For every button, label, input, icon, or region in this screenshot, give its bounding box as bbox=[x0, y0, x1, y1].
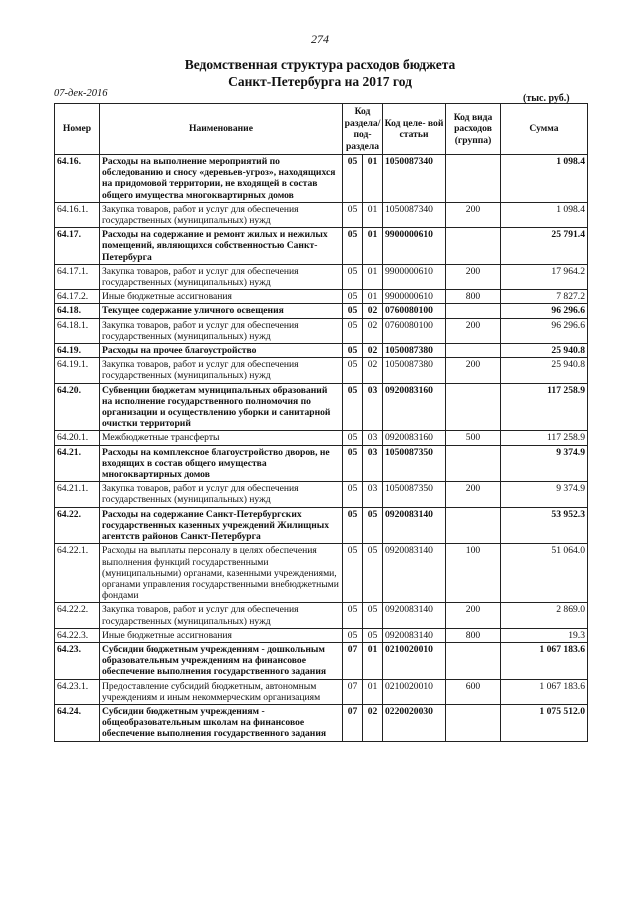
table-row bbox=[55, 445, 588, 482]
row-article-code: 1050087380 bbox=[383, 358, 446, 383]
row-section-code: 05 bbox=[343, 544, 363, 603]
row-article-code: 0920083160 bbox=[383, 383, 446, 431]
header-section: Код раздела/ под- раздела bbox=[343, 104, 383, 155]
row-sum: 17 964.2 bbox=[501, 264, 588, 289]
row-section-code: 05 bbox=[343, 628, 363, 642]
row-section-code: 05 bbox=[343, 482, 363, 507]
row-expense-kind bbox=[446, 445, 501, 482]
row-subsection-code: 03 bbox=[363, 445, 383, 482]
row-sum: 1 067 183.6 bbox=[501, 679, 588, 704]
row-subsection-code: 05 bbox=[363, 507, 383, 544]
row-expense-kind bbox=[446, 304, 501, 318]
table-row bbox=[55, 679, 588, 704]
row-sum: 7 827.2 bbox=[501, 290, 588, 304]
row-sum: 9 374.9 bbox=[501, 482, 588, 507]
document-title bbox=[0, 56, 640, 90]
row-expense-kind: 200 bbox=[446, 264, 501, 289]
row-name: Расходы на выполнение мероприятий по обследованию и сносу «деревьев-угроз», находящихся на придомовой территории, не входящей в состав общего имущества многоквартирных домов bbox=[100, 155, 343, 203]
row-number: 64.16. bbox=[55, 155, 100, 203]
table-row bbox=[55, 290, 588, 304]
row-section-code: 05 bbox=[343, 507, 363, 544]
row-article-code: 0920083160 bbox=[383, 431, 446, 445]
row-expense-kind bbox=[446, 228, 501, 265]
row-section-code: 07 bbox=[343, 679, 363, 704]
table-row bbox=[55, 202, 588, 227]
header-kind: Код вида расходов (группа) bbox=[446, 104, 501, 155]
table-header-row bbox=[55, 104, 588, 155]
row-name: Закупка товаров, работ и услуг для обеспечения государственных (муниципальных) нужд bbox=[100, 482, 343, 507]
row-subsection-code: 03 bbox=[363, 431, 383, 445]
row-subsection-code: 03 bbox=[363, 383, 383, 431]
row-article-code: 0920083140 bbox=[383, 507, 446, 544]
table-row bbox=[55, 507, 588, 544]
row-number: 64.19.1. bbox=[55, 358, 100, 383]
row-name: Закупка товаров, работ и услуг для обеспечения государственных (муниципальных) нужд bbox=[100, 202, 343, 227]
row-number: 64.17. bbox=[55, 228, 100, 265]
row-name: Расходы на выплаты персоналу в целях обеспечения выполнения функций государственными (муниципальными) органами, казенными учреждениями, органами управления государственными внебюджетными фондами bbox=[100, 544, 343, 603]
row-number: 64.22.2. bbox=[55, 603, 100, 628]
table-row bbox=[55, 383, 588, 431]
row-section-code: 05 bbox=[343, 264, 363, 289]
row-number: 64.23. bbox=[55, 642, 100, 679]
row-name: Предоставление субсидий бюджетным, автономным учреждениям и иным некоммерческим организациям bbox=[100, 679, 343, 704]
page-number: 274 bbox=[311, 32, 329, 46]
row-section-code: 05 bbox=[343, 304, 363, 318]
row-expense-kind bbox=[446, 344, 501, 358]
row-subsection-code: 05 bbox=[363, 603, 383, 628]
row-subsection-code: 01 bbox=[363, 679, 383, 704]
row-sum: 51 064.0 bbox=[501, 544, 588, 603]
row-article-code: 1050087350 bbox=[383, 482, 446, 507]
row-name: Закупка товаров, работ и услуг для обеспечения государственных (муниципальных) нужд bbox=[100, 318, 343, 343]
row-number: 64.16.1. bbox=[55, 202, 100, 227]
row-number: 64.21. bbox=[55, 445, 100, 482]
table-row bbox=[55, 304, 588, 318]
table-row bbox=[55, 318, 588, 343]
row-name: Закупка товаров, работ и услуг для обеспечения государственных (муниципальных) нужд bbox=[100, 264, 343, 289]
row-number: 64.21.1. bbox=[55, 482, 100, 507]
row-article-code: 0920083140 bbox=[383, 544, 446, 603]
row-number: 64.18.1. bbox=[55, 318, 100, 343]
header-article: Код целе- вой статьи bbox=[383, 104, 446, 155]
table-row bbox=[55, 704, 588, 741]
row-subsection-code: 02 bbox=[363, 344, 383, 358]
row-sum: 25 940.8 bbox=[501, 344, 588, 358]
table-row bbox=[55, 642, 588, 679]
row-section-code: 05 bbox=[343, 318, 363, 343]
row-name: Межбюджетные трансферты bbox=[100, 431, 343, 445]
row-subsection-code: 02 bbox=[363, 318, 383, 343]
row-expense-kind: 200 bbox=[446, 318, 501, 343]
units-label: (тыс. руб.) bbox=[523, 93, 570, 104]
row-subsection-code: 05 bbox=[363, 628, 383, 642]
table-row bbox=[55, 228, 588, 265]
row-expense-kind: 600 bbox=[446, 679, 501, 704]
table-row bbox=[55, 431, 588, 445]
row-name: Субсидии бюджетным учреждениям - дошкольным образовательным учреждениям на финансовое обеспечение выполнения государственного задания bbox=[100, 642, 343, 679]
row-number: 64.20.1. bbox=[55, 431, 100, 445]
row-number: 64.22. bbox=[55, 507, 100, 544]
row-number: 64.22.3. bbox=[55, 628, 100, 642]
row-number: 64.24. bbox=[55, 704, 100, 741]
row-section-code: 05 bbox=[343, 431, 363, 445]
row-name: Расходы на содержание Санкт-Петербургских государственных казенных учреждений Жилищных агентств районов Санкт-Петербурга bbox=[100, 507, 343, 544]
row-section-code: 07 bbox=[343, 642, 363, 679]
row-subsection-code: 01 bbox=[363, 290, 383, 304]
table-row bbox=[55, 264, 588, 289]
row-article-code: 0220020030 bbox=[383, 704, 446, 741]
row-section-code: 05 bbox=[343, 290, 363, 304]
row-expense-kind: 800 bbox=[446, 628, 501, 642]
row-article-code: 0210020010 bbox=[383, 679, 446, 704]
row-section-code: 05 bbox=[343, 344, 363, 358]
row-subsection-code: 02 bbox=[363, 704, 383, 741]
row-number: 64.23.1. bbox=[55, 679, 100, 704]
row-number: 64.20. bbox=[55, 383, 100, 431]
row-sum: 117 258.9 bbox=[501, 383, 588, 431]
row-name: Закупка товаров, работ и услуг для обеспечения государственных (муниципальных) нужд bbox=[100, 603, 343, 628]
table-row bbox=[55, 344, 588, 358]
header-sum: Сумма bbox=[501, 104, 588, 155]
row-sum: 96 296.6 bbox=[501, 304, 588, 318]
header-number: Номер bbox=[55, 104, 100, 155]
row-number: 64.17.1. bbox=[55, 264, 100, 289]
row-sum: 1 098.4 bbox=[501, 202, 588, 227]
row-number: 64.22.1. bbox=[55, 544, 100, 603]
row-section-code: 07 bbox=[343, 704, 363, 741]
row-sum: 1 098.4 bbox=[501, 155, 588, 203]
row-section-code: 05 bbox=[343, 603, 363, 628]
row-name: Расходы на прочее благоустройство bbox=[100, 344, 343, 358]
row-sum: 9 374.9 bbox=[501, 445, 588, 482]
row-section-code: 05 bbox=[343, 155, 363, 203]
row-number: 64.19. bbox=[55, 344, 100, 358]
row-expense-kind: 200 bbox=[446, 603, 501, 628]
row-expense-kind: 500 bbox=[446, 431, 501, 445]
row-article-code: 9900000610 bbox=[383, 228, 446, 265]
table-row bbox=[55, 482, 588, 507]
row-name: Иные бюджетные ассигнования bbox=[100, 290, 343, 304]
row-article-code: 0760080100 bbox=[383, 304, 446, 318]
row-sum: 19.3 bbox=[501, 628, 588, 642]
row-expense-kind: 200 bbox=[446, 202, 501, 227]
row-sum: 96 296.6 bbox=[501, 318, 588, 343]
row-sum: 25 940.8 bbox=[501, 358, 588, 383]
row-section-code: 05 bbox=[343, 383, 363, 431]
row-expense-kind bbox=[446, 704, 501, 741]
row-article-code: 0920083140 bbox=[383, 603, 446, 628]
row-name: Расходы на содержание и ремонт жилых и нежилых помещений, являющихся собственностью Санкт-Петербурга bbox=[100, 228, 343, 265]
row-sum: 1 075 512.0 bbox=[501, 704, 588, 741]
row-subsection-code: 01 bbox=[363, 202, 383, 227]
row-article-code: 9900000610 bbox=[383, 290, 446, 304]
row-name: Субсидии бюджетным учреждениям - общеобразовательным школам на финансовое обеспечение выполнения государственного задания bbox=[100, 704, 343, 741]
row-subsection-code: 01 bbox=[363, 642, 383, 679]
row-expense-kind: 800 bbox=[446, 290, 501, 304]
table-row bbox=[55, 544, 588, 603]
row-section-code: 05 bbox=[343, 202, 363, 227]
row-subsection-code: 05 bbox=[363, 544, 383, 603]
row-article-code: 1050087340 bbox=[383, 155, 446, 203]
row-article-code: 0210020010 bbox=[383, 642, 446, 679]
row-subsection-code: 02 bbox=[363, 304, 383, 318]
table-row bbox=[55, 628, 588, 642]
row-name: Иные бюджетные ассигнования bbox=[100, 628, 343, 642]
row-expense-kind bbox=[446, 383, 501, 431]
row-name: Текущее содержание уличного освещения bbox=[100, 304, 343, 318]
table-row bbox=[55, 603, 588, 628]
row-name: Расходы на комплексное благоустройство дворов, не входящих в состав общего имущества многоквартирных домов bbox=[100, 445, 343, 482]
row-expense-kind bbox=[446, 155, 501, 203]
row-expense-kind: 200 bbox=[446, 358, 501, 383]
row-article-code: 1050087340 bbox=[383, 202, 446, 227]
row-subsection-code: 01 bbox=[363, 228, 383, 265]
table-row bbox=[55, 358, 588, 383]
row-name: Закупка товаров, работ и услуг для обеспечения государственных (муниципальных) нужд bbox=[100, 358, 343, 383]
row-expense-kind: 100 bbox=[446, 544, 501, 603]
row-number: 64.18. bbox=[55, 304, 100, 318]
row-article-code: 1050087350 bbox=[383, 445, 446, 482]
budget-table bbox=[54, 103, 588, 742]
row-expense-kind bbox=[446, 507, 501, 544]
document-date: 07-дек-2016 bbox=[54, 88, 108, 99]
row-article-code: 9900000610 bbox=[383, 264, 446, 289]
row-expense-kind bbox=[446, 642, 501, 679]
table-row bbox=[55, 155, 588, 203]
row-article-code: 0760080100 bbox=[383, 318, 446, 343]
header-name: Наименование bbox=[100, 104, 343, 155]
row-section-code: 05 bbox=[343, 358, 363, 383]
row-subsection-code: 01 bbox=[363, 155, 383, 203]
row-subsection-code: 02 bbox=[363, 358, 383, 383]
row-name: Субвенции бюджетам муниципальных образований на исполнение государственного полномочия по организации и осуществлению уборки и санитарной очистки территорий bbox=[100, 383, 343, 431]
title-line-2: Санкт-Петербурга на 2017 год bbox=[228, 74, 412, 89]
row-sum: 53 952.3 bbox=[501, 507, 588, 544]
row-expense-kind: 200 bbox=[446, 482, 501, 507]
row-article-code: 0920083140 bbox=[383, 628, 446, 642]
row-section-code: 05 bbox=[343, 445, 363, 482]
row-sum: 1 067 183.6 bbox=[501, 642, 588, 679]
row-sum: 117 258.9 bbox=[501, 431, 588, 445]
row-sum: 25 791.4 bbox=[501, 228, 588, 265]
row-section-code: 05 bbox=[343, 228, 363, 265]
row-subsection-code: 01 bbox=[363, 264, 383, 289]
row-subsection-code: 03 bbox=[363, 482, 383, 507]
row-article-code: 1050087380 bbox=[383, 344, 446, 358]
row-sum: 2 869.0 bbox=[501, 603, 588, 628]
title-line-1: Ведомственная структура расходов бюджета bbox=[184, 57, 456, 72]
row-number: 64.17.2. bbox=[55, 290, 100, 304]
